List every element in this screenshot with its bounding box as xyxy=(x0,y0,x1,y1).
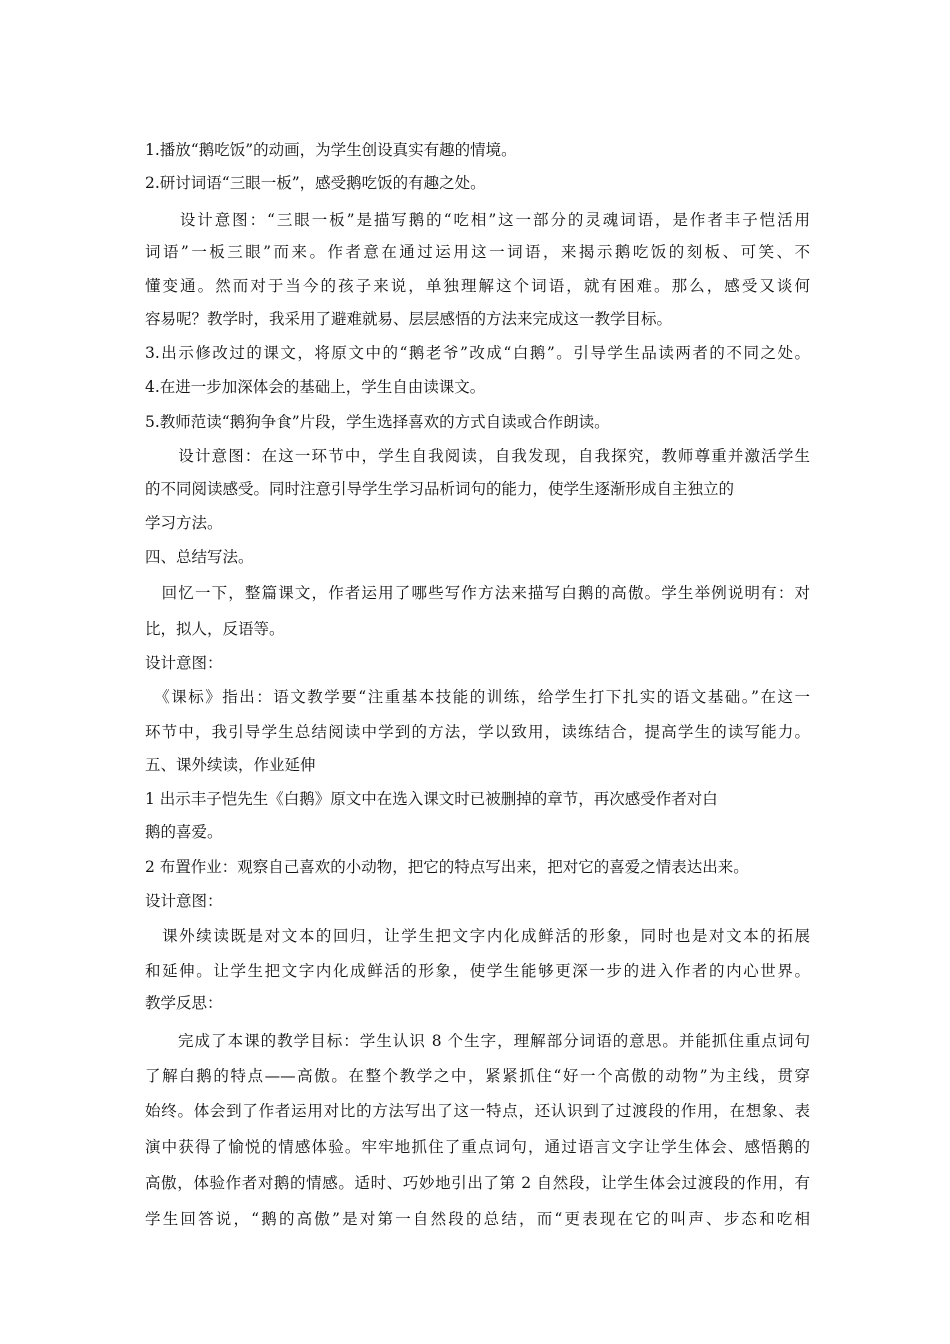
section-heading: 五、课外续读，作业延伸 xyxy=(145,755,316,774)
text-line: 回忆一下，整篇课文，作者运用了哪些写作方法来描写白鹅的高傲。学生举例说明有：对 xyxy=(145,583,810,602)
text-line: 环节中，我引导学生总结阅读中学到的方法，学以致用，读练结合，提高学生的读写能力。 xyxy=(145,722,810,741)
text-line: 词语”一板三眼”而来。作者意在通过运用这一词语，来揭示鹅吃饭的刻板、可笑、不 xyxy=(145,242,810,261)
text-line: 比，拟人，反语等。 xyxy=(145,619,285,638)
text-line: 课外续读既是对文本的回归，让学生把文字内化成鲜活的形象，同时也是对文本的拓展 xyxy=(145,926,810,945)
text-line: 容易呢？教学时，我采用了避难就易、层层感悟的方法来完成这一教学目标。 xyxy=(145,309,673,328)
text-line: 4.在进一步加深体会的基础上，学生自由读课文。 xyxy=(145,377,486,396)
section-heading: 教学反思： xyxy=(145,993,223,1012)
text-line: 的不同阅读感受。同时注意引导学生学习品析词句的能力，使学生逐渐形成自主独立的 xyxy=(145,479,735,498)
text-line: 设计意图： xyxy=(145,653,223,672)
text-line: 5.教师范读“鹅狗争食”片段，学生选择喜欢的方式自读或合作朗读。 xyxy=(145,412,610,431)
text-line: 设计意图： xyxy=(145,891,223,910)
text-line: 始终。体会到了作者运用对比的方法写出了这一特点，还认识到了过渡段的作用，在想象、表 xyxy=(145,1101,810,1120)
text-line: 1.播放“鹅吃饭”的动画，为学生创设真实有趣的情境。 xyxy=(145,140,517,159)
text-line: 《课标》指出：语文教学要“注重基本技能的训练，给学生打下扎实的语文基础。”在这一 xyxy=(145,687,810,706)
text-line: 高傲，体验作者对鹅的情感。适时、巧妙地引出了第 2 自然段，让学生体会过渡段的作用，有 xyxy=(145,1173,810,1192)
text-line: 完成了本课的教学目标：学生认识 8 个生字，理解部分词语的意思。并能抓住重点词句 xyxy=(145,1031,810,1050)
text-line: 了解白鹅的特点——高傲。在整个教学之中，紧紧抓住“好一个高傲的动物”为主线，贯穿 xyxy=(145,1066,810,1085)
text-line: 懂变通。然而对于当今的孩子来说，单独理解这个词语，就有困难。那么，感受又谈何 xyxy=(145,276,810,295)
text-line: 1 出示丰子恺先生《白鹅》原文中在选入课文时已被删掉的章节，再次感受作者对白 xyxy=(145,789,718,808)
text-line: 设计意图：“三眼一板”是描写鹅的“吃相”这一部分的灵魂词语，是作者丰子恺活用 xyxy=(145,210,810,229)
text-line: 2.研讨词语“三眼一板”，感受鹅吃饭的有趣之处。 xyxy=(145,173,486,192)
text-line: 和延伸。让学生把文字内化成鲜活的形象，使学生能够更深一步的进入作者的内心世界。 xyxy=(145,961,810,980)
text-line: 学习方法。 xyxy=(145,513,223,532)
text-line: 鹅的喜爱。 xyxy=(145,822,223,841)
text-line: 3.出示修改过的课文，将原文中的“鹅老爷”改成“白鹅”。引导学生品读两者的不同之处。 xyxy=(145,343,810,362)
text-line: 学生回答说，“鹅的高傲”是对第一自然段的总结，而“更表现在它的叫声、步态和吃相 xyxy=(145,1209,810,1228)
text-line: 设计意图：在这一环节中，学生自我阅读，自我发现，自我探究，教师尊重并激活学生 xyxy=(145,446,810,465)
section-heading: 四、总结写法。 xyxy=(145,547,254,566)
text-line: 2 布置作业：观察自己喜欢的小动物，把它的特点写出来，把对它的喜爱之情表达出来。 xyxy=(145,857,749,876)
text-line: 演中获得了愉悦的情感体验。牢牢地抓住了重点词句，通过语言文字让学生体会、感悟鹅的 xyxy=(145,1137,810,1156)
